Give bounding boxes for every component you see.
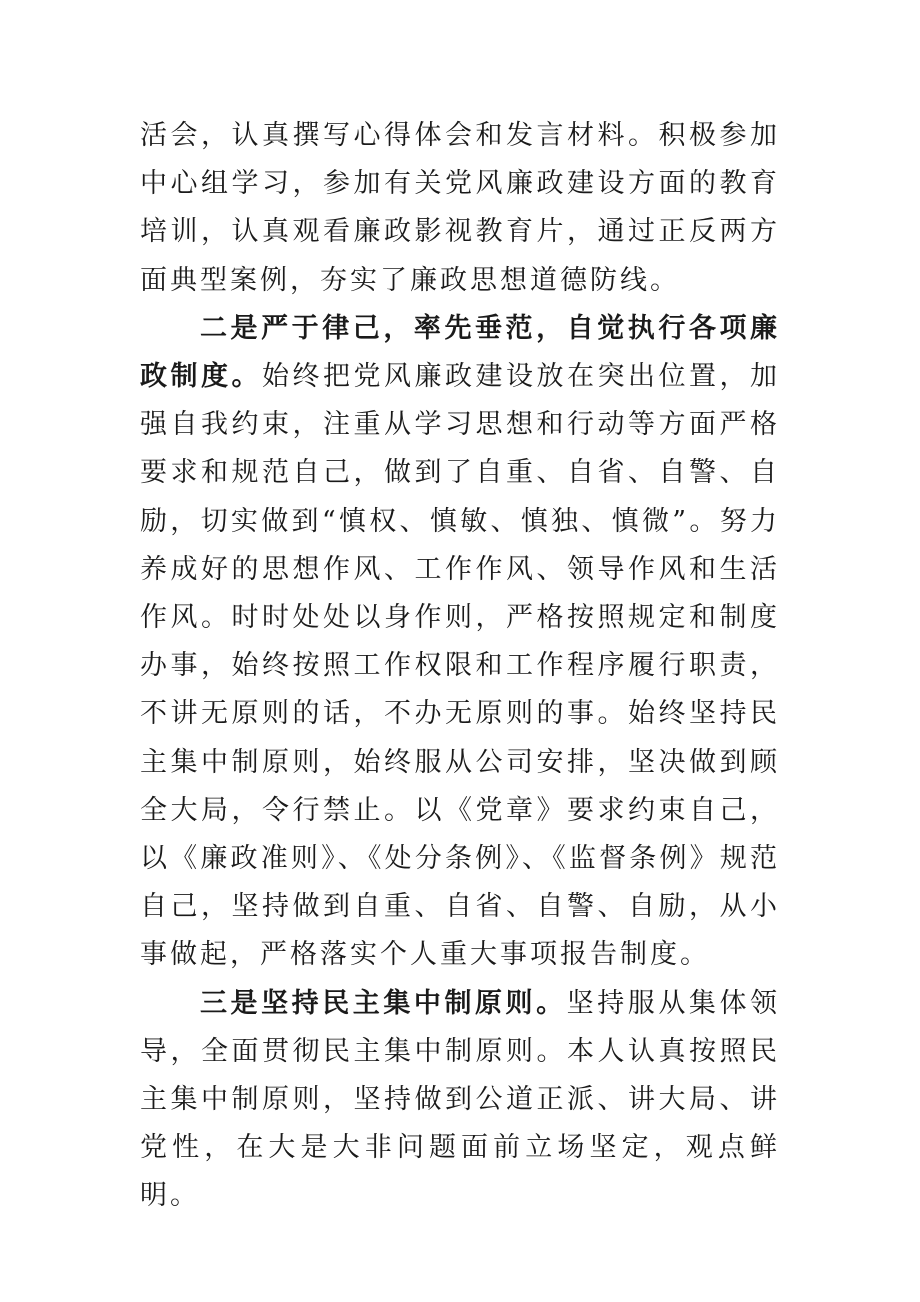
paragraph-1-body: 活会，认真撰写心得体会和发言材料。积极参加中心组学习，参加有关党风廉政建设方面的教育培训，认真观看廉政影视教育片，通过正反两方面典型案例，夯实了廉政思想道德防线。	[140, 120, 780, 296]
paragraph-3	[140, 980, 780, 1221]
document-body	[140, 112, 780, 1221]
paragraph-3-lead: 三是坚持民主集中制原则。	[200, 987, 567, 1019]
paragraph-3-body: 坚持服从集体领导，全面贯彻民主集中制原则。本人认真按照民主集中制原则，坚持做到公道正派、讲大局、讲党性，在大是大非问题面前立场坚定，观点鲜明。	[140, 987, 781, 1212]
paragraph-2-body: 始终把党风廉政建设放在突出位置，加强自我约束，注重从学习思想和行动等方面严格要求和规范自己，做到了自重、自省、自警、自励，切实做到“慎权、慎敏、慎独、慎微”。努力养成好的思想作风、工作作风、领导作风和生活作风。时时处处以身作则，严格按照规定和制度办事，始终按照工作权限和工作程序履行职责，不讲无原则的话，不办无原则的事。始终坚持民主集中制原则，始终服从公司安排，坚决做到顾全大局，令行禁止。以《党章》要求约束自己，以《廉政准则》、《处分条例》、《监督条例》规范自己，坚持做到自重、自省、自警、自励，从小事做起，严格落实个人重大事项报告制度。	[140, 361, 780, 971]
paragraph-2-lead: 二是严于律己，率先垂范，自觉执行各项廉政制度。	[140, 312, 780, 393]
paragraph-1	[140, 112, 780, 305]
paragraph-2	[140, 305, 780, 980]
